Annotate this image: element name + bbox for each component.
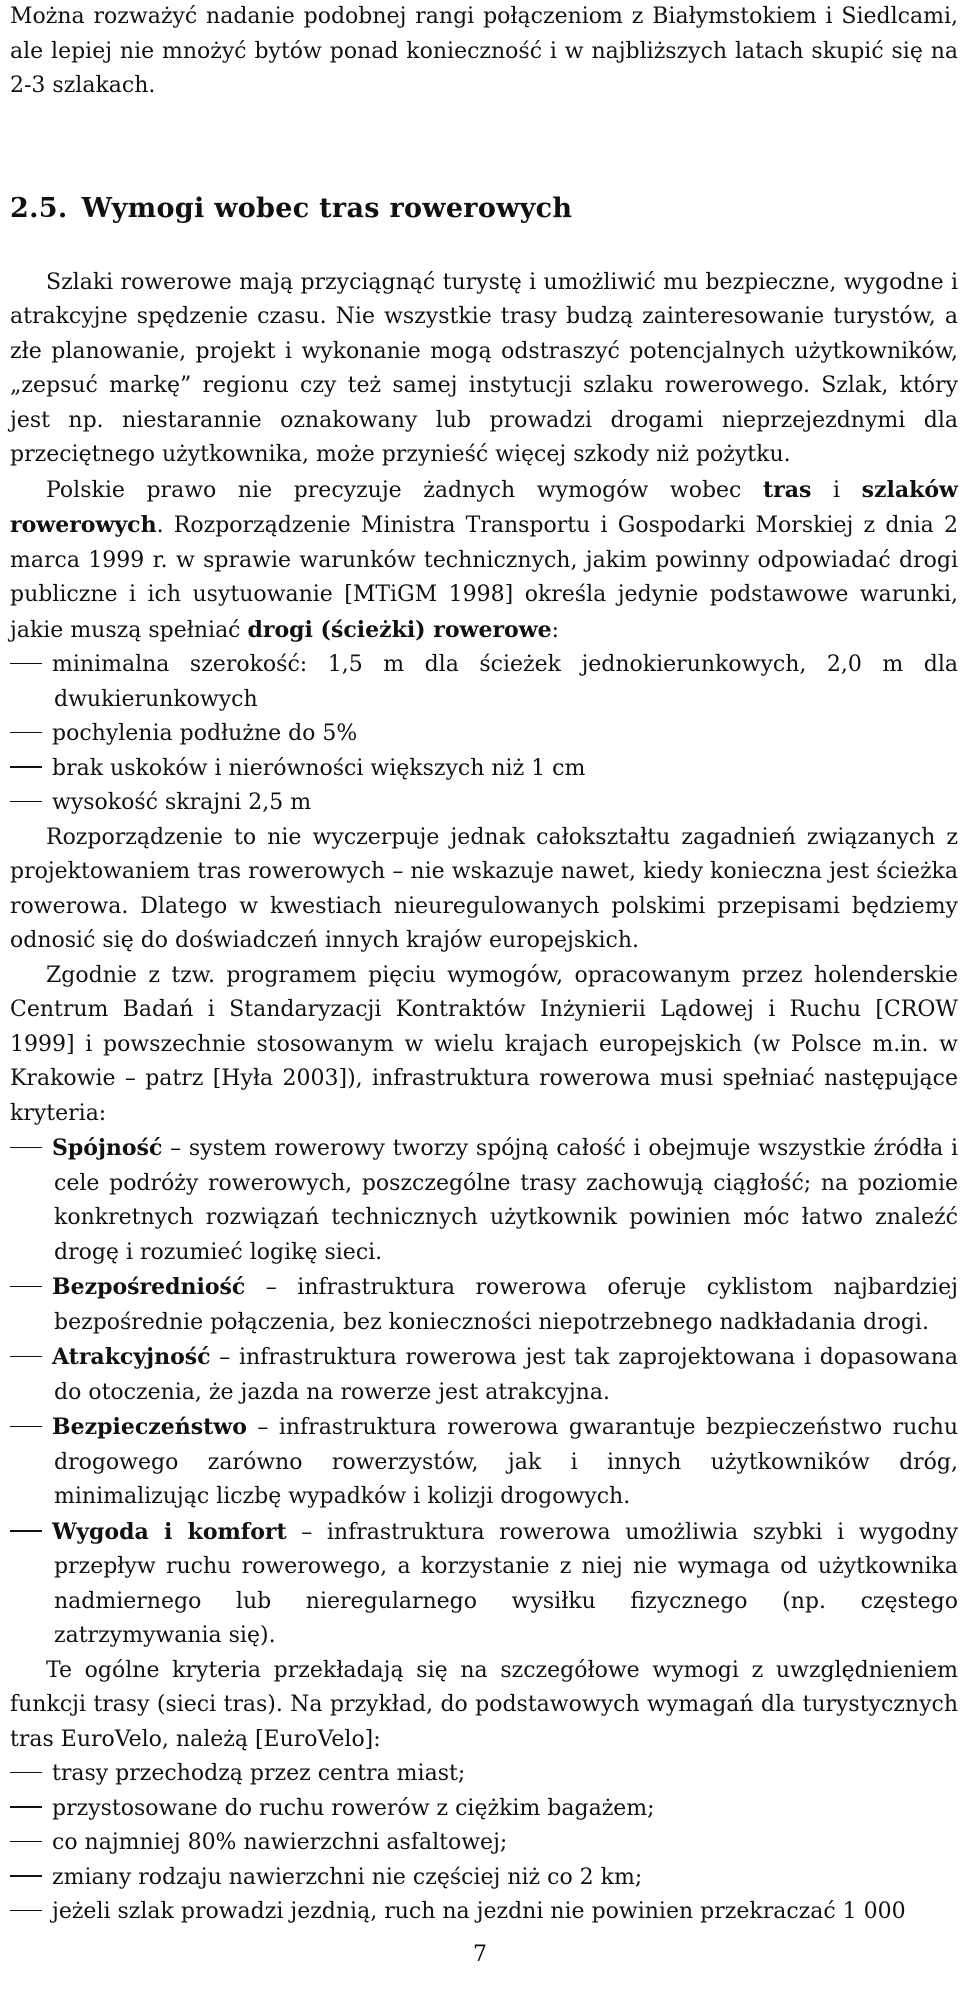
dash-bullet <box>10 1826 42 1861</box>
list-item-text: zmiany rodzaju nawierzchni nie częściej niż co 2 km; <box>52 1864 643 1890</box>
list-item <box>10 1895 958 1930</box>
dash-bullet <box>10 1271 42 1306</box>
dash-bullet <box>10 1861 42 1896</box>
bold-tras: tras <box>762 476 812 503</box>
criteria-text: – infrastruktura rowerowa gwarantuje bezpieczeństwo ruchu drogowego zarówno rowerzystów, jak i innych użytkowników dróg, minimalizując liczbę wypadków i kolizji drogowych. <box>54 1415 958 1509</box>
criteria-item <box>10 1515 958 1654</box>
paragraph-2-text-c: i <box>811 477 862 503</box>
dash-bullet <box>10 717 42 752</box>
paragraph-3: Rozporządzenie to nie wyczerpuje jednak całokształtu zagadnień związanych z projektowaniem tras rowerowych – nie wskazuje nawet, kiedy konieczna jest ścieżka rowerowa. Dlatego w kwestiach nieuregulowanych polskimi przepisami będziemy odnosić się do doświadczeń innych krajów europejskich. <box>10 824 958 953</box>
requirements-list <box>10 648 958 821</box>
eurovelo-list <box>10 1757 958 1930</box>
bold-szlakow-rowerowych: szlaków rowerowych <box>10 476 958 538</box>
criteria-term: Wygoda i komfort <box>52 1518 287 1545</box>
list-item-text: pochylenia podłużne do 5% <box>52 721 358 746</box>
criteria-text: – infrastruktura rowerowa jest tak zaprojektowana i dopasowana do otoczenia, że jazda na rowerze jest atrakcyjna. <box>54 1345 958 1405</box>
intro-paragraph: Można rozważyć nadanie podobnej rangi połączeniom z Białymstokiem i Siedlcami, ale lepiej nie mnożyć bytów ponad konieczność i w najbliższych latach skupić się na 2-3 szlakach. <box>10 4 958 98</box>
dash-bullet <box>10 1132 42 1167</box>
dash-bullet <box>10 1792 42 1827</box>
list-item <box>10 752 958 787</box>
criteria-term: Spójność <box>52 1135 163 1161</box>
section-title: Wymogi wobec tras rowerowych <box>81 192 573 224</box>
paragraph-5: Te ogólne kryteria przekładają się na szczegółowe wymogi z uwzględnieniem funkcji trasy (sieci tras). Na przykład, do podstawowych wymagań dla turystycznych tras EuroVelo, należą [EuroVelo]: <box>10 1657 958 1752</box>
dash-bullet <box>10 786 42 821</box>
dash-bullet <box>10 1341 42 1376</box>
list-item <box>10 1826 958 1861</box>
section-heading <box>10 192 958 226</box>
criteria-item <box>10 1410 958 1515</box>
list-item <box>10 786 958 821</box>
dash-bullet <box>10 1516 42 1551</box>
list-item <box>10 1792 958 1827</box>
dash-bullet <box>10 752 42 787</box>
paragraph-2-text-d: . Rozporządzenie Ministra Transportu i Gospodarki Morskiej z dnia 2 marca 1999 r. w sprawie warunków technicznych, jakim powinny odpowiadać drogi publiczne i ich usytuowanie [MTiGM 1998] określa jedynie podstawowe warunki, jakie muszą spełniać <box>10 513 958 643</box>
criteria-item <box>10 1340 958 1410</box>
criteria-list <box>10 1131 958 1654</box>
paragraph-2-text-e: : <box>551 617 560 643</box>
text-column <box>10 0 958 1930</box>
criteria-term: Bezpośredniość <box>52 1274 246 1300</box>
list-item-text: co najmniej 80% nawierzchni asfaltowej; <box>52 1830 508 1855</box>
dash-bullet <box>10 1411 42 1446</box>
section-number: 2.5. <box>10 192 68 224</box>
list-item-text: przystosowane do ruchu rowerów z ciężkim bagażem; <box>52 1795 655 1821</box>
list-item-text: trasy przechodzą przez centra miast; <box>52 1761 466 1786</box>
criteria-term: Bezpieczeństwo <box>52 1414 247 1440</box>
paragraph-1: Szlaki rowerowe mają przyciągnąć turystę i umożliwić mu bezpieczne, wygodne i atrakcyjne spędzenie czasu. Nie wszystkie trasy budzą zainteresowanie turystów, a złe planowanie, projekt i wykonanie mogą odstraszyć potencjalnych użytkowników, „zepsuć markę” regionu czy też samej instytucji szlaku rowerowego. Szlak, który jest np. niestarannie oznakowany lub prowadzi drogami nieprzejezdnymi dla przeciętnego użytkownika, może przynieść więcej szkody niż pożytku. <box>10 269 958 467</box>
list-item <box>10 1861 958 1896</box>
dash-bullet <box>10 1757 42 1792</box>
list-item-text: jeżeli szlak prowadzi jezdnią, ruch na jezdni nie powinien przekraczać 1 000 <box>52 1899 906 1924</box>
dash-bullet <box>10 1895 42 1930</box>
dash-bullet <box>10 648 42 683</box>
criteria-item <box>10 1131 958 1270</box>
list-item <box>10 717 958 752</box>
list-item <box>10 648 958 717</box>
criteria-term: Atrakcyjność <box>52 1344 211 1370</box>
criteria-text: – infrastruktura rowerowa umożliwia szybki i wygodny przepływ ruchu rowerowego, a korzystanie z niej nie wymaga od użytkownika nadmiernego lub nieregularnego wysiłku fizycznego (np. częstego zatrzymywania się). <box>54 1519 958 1648</box>
list-item-text: minimalna szerokość: 1,5 m dla ścieżek jednokierunkowych, 2,0 m dla dwukierunkowych <box>52 652 958 712</box>
paragraph-4: Zgodnie z tzw. programem pięciu wymogów, opracowanym przez holenderskie Centrum Badań i Standaryzacji Kontraktów Inżynierii Lądowej i Ruchu [CROW 1999] i powszechnie stosowanym w wielu krajach europejskich (w Polsce m.in. w Krakowie – patrz [Hyła 2003]), infrastruktura rowerowa musi spełniać następujące kryteria: <box>10 962 958 1126</box>
criteria-text: – infrastruktura rowerowa oferuje cyklistom najbardziej bezpośrednie połączenia, bez konieczności niepotrzebnego nadkładania drogi. <box>54 1275 958 1335</box>
criteria-item <box>10 1270 958 1340</box>
page-number: 7 <box>473 1942 487 1967</box>
list-item <box>10 1757 958 1792</box>
list-item-text: wysokość skrajni 2,5 m <box>52 790 312 815</box>
paragraph-2-text-a: Polskie prawo nie precyzuje żadnych wymogów wobec <box>46 477 763 503</box>
paragraph-2 <box>10 473 958 649</box>
criteria-text: – system rowerowy tworzy spójną całość i obejmuje wszystkie źródła i cele podróży rowerowych, poszczególne trasy zachowują ciągłość; na poziomie konkretnych rozwiązań technicznych użytkownik powinien móc łatwo znaleźć drogę i rozumieć logikę sieci. <box>54 1136 958 1265</box>
list-item-text: brak uskoków i nierówności większych niż 1 cm <box>52 755 586 781</box>
bold-drogi-rowerowe: drogi (ścieżki) rowerowe <box>247 616 552 643</box>
